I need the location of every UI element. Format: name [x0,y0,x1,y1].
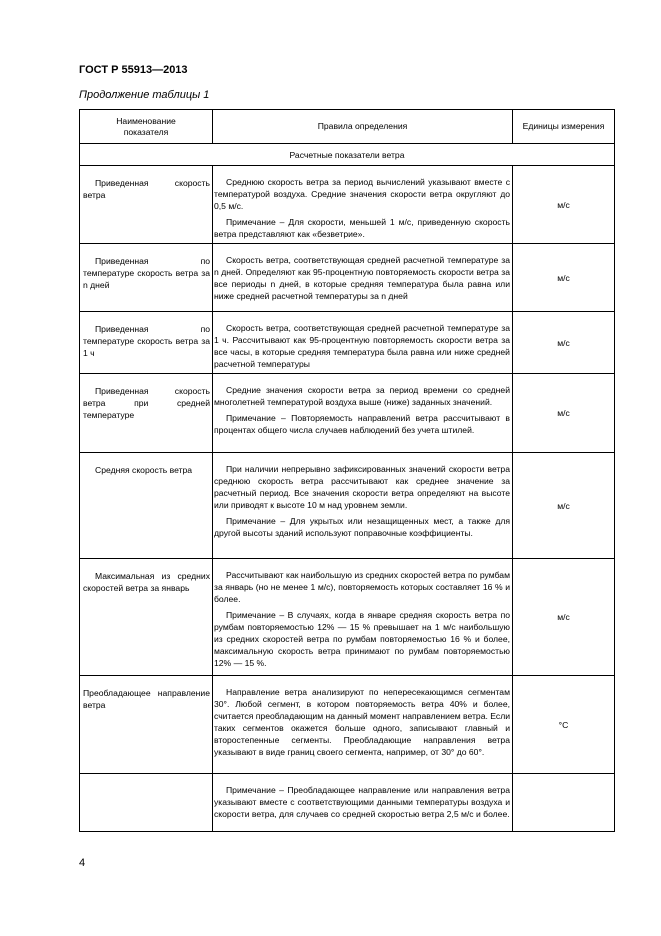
row-rule: Среднюю скорость ветра за период вычислений указывают вместе с температурой воздуха. Средние значения скорости ветра округляют до 0,5 м/с. [214,177,510,211]
table-row [80,312,615,374]
section-row [80,144,615,166]
section-title: Расчетные показатели ветра [80,144,615,166]
row-unit: °С [513,676,615,774]
row-name: Приведенная скорость ветра [83,178,210,200]
page-number: 4 [79,857,86,869]
table-row [80,676,615,774]
row-name: Приведенная по температуре скорость ветра за n дней [83,256,210,290]
row-note: Примечание – Повторяемость направлений ветра рассчитывают в процентах общего числа случаев наблюдений без учета штилей. [214,413,510,435]
row-unit: м/с [513,166,615,244]
row-note: Примечание – Для укрытых или незащищенных мест, а также для другой высоты зданий используют поправочные коэффициенты. [214,516,510,538]
table-row [80,453,615,559]
header-name: Наименование показателя [80,110,213,144]
row-note: Примечание – Преобладающее направление или направления ветра указывают вместе с соответствующими данными температуры воздуха и скорости ветра, для случаев со средней скоростью ветра 2,5 м/с и более. [214,785,510,819]
table-row [80,559,615,676]
row-name: Средняя скорость ветра [95,465,193,475]
row-note: Примечание – В случаях, когда в январе средняя скорость ветра по румбам повторяемостью 12% — 15 % превышает на 1 м/с наибольшую из средних скоростей ветра по румбам повторяемостью 16 % и более, максимальную скорость ветра принимают по румбам повторяемостью 12% — 15 %. [214,610,510,668]
table-row [80,774,615,832]
row-rule: Скорость ветра, соответствующая средней расчетной температуре за 1 ч. Рассчитывают как 95-процентную повторяемость скорости ветра за все часы, в которые средняя температура была равна или ниже средней расчетной температуры [214,323,510,369]
row-unit: м/с [513,244,615,312]
row-name: Приведенная скорость ветра при средней температуре [83,386,210,420]
row-rule: Рассчитывают как наибольшую из средних скоростей ветра по румбам за январь (но не менее 1 м/с), повторяемость которых составляет 16 % и более. [214,570,510,604]
row-name: Максимальная из средних скоростей ветра за январь [83,571,210,593]
row-rule: Направление ветра анализируют по непересекающимся сегментам 30°. Любой сегмент, в котором повторяемость ветра 40% и более, считается преобладающим на данный момент направлением ветра. Если таких сегментов окажется больше одного, записывают главный и второстепенные сегменты. Преобладающие направления ветра указывают в виде границ своего сегмента, например, от 30° до 60°. [214,687,511,757]
row-unit [513,774,615,832]
header-rules: Правила определения [213,110,513,144]
header-units: Единицы измерения [513,110,615,144]
document-title: ГОСТ Р 55913—2013 [79,64,188,76]
row-unit: м/с [513,559,615,676]
table-row [80,244,615,312]
row-unit: м/с [513,453,615,559]
row-rule: Средние значения скорости ветра за период времени со средней многолетней температурой воздуха выше (ниже) заданных значений. [214,385,510,407]
row-note: Примечание – Для скорости, меньшей 1 м/с, приведенную скорость ветра представляют как «безветрие». [214,217,510,239]
table-row [80,166,615,244]
table-continuation-caption: Продолжение таблицы 1 [79,89,210,101]
row-rule: При наличии непрерывно зафиксированных значений скорости ветра среднюю скорость ветра рассчитывают как среднее значение за расчетный период. Все значения скорости ветра определяют на высоте или приводят к высоте 10 м над уровнем земли. [214,464,510,510]
row-name: Преобладающее направление ветра [83,688,210,710]
row-rule: Скорость ветра, соответствующая средней расчетной температуре за n дней. Определяют как 95-процентную повторяемость скорости ветра за все периоды n дней, в которые средняя температура была равна или ниже средней расчетной температуры за n дней [214,255,510,301]
table-row [80,374,615,453]
table-header-row [80,110,615,144]
row-unit: м/с [513,374,615,453]
row-unit: м/с [513,312,615,374]
parameters-table [79,109,615,832]
row-name: Приведенная по температуре скорость ветра за 1 ч [83,324,210,358]
